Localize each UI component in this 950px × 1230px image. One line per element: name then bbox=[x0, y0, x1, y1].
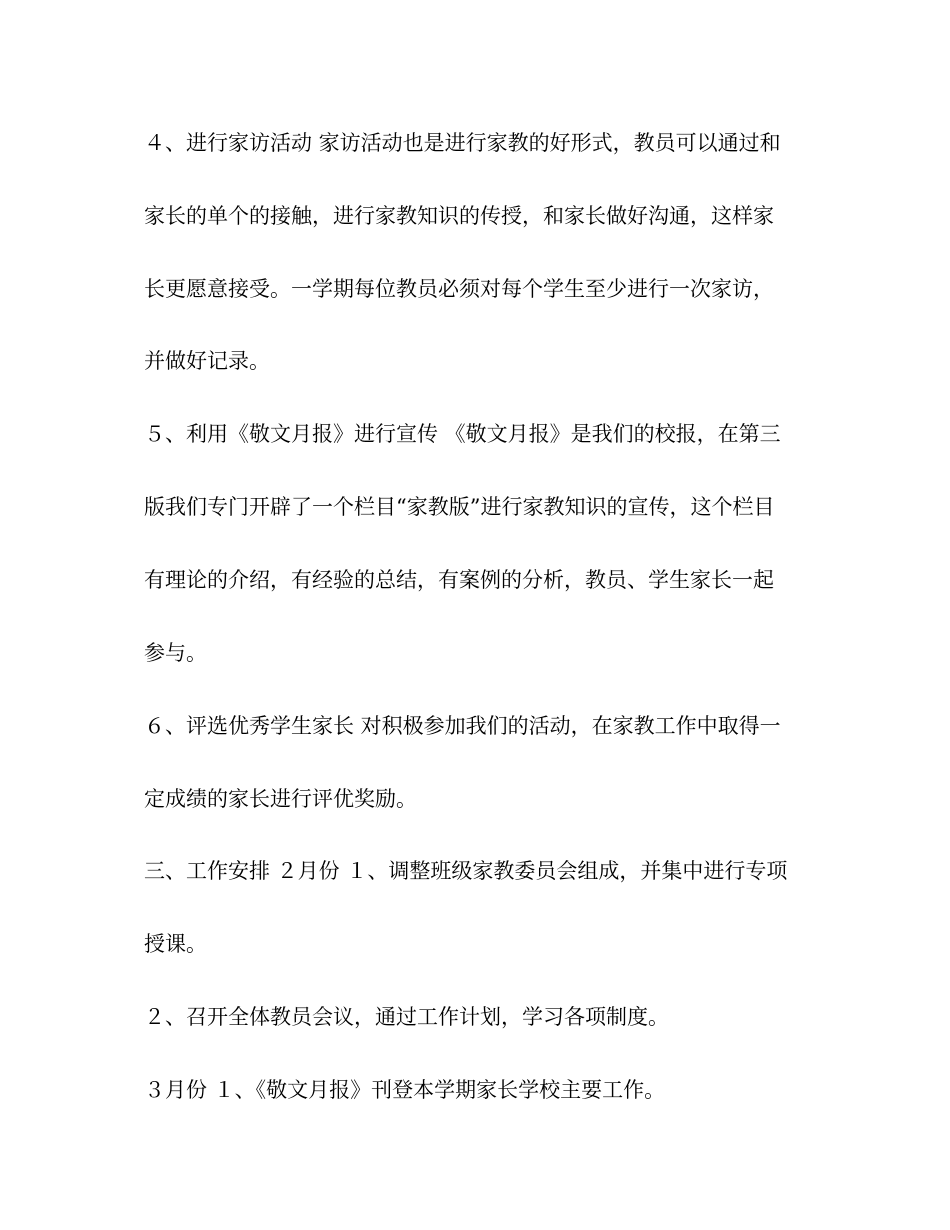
paragraph-line: 版我们专门开辟了一个栏目“家教版”进行家教知识的宣传，这个栏目 bbox=[144, 495, 775, 519]
paragraph-line: 参与。 bbox=[144, 641, 207, 665]
paragraph-line: 授课。 bbox=[144, 932, 207, 956]
paragraph-line: 定成绩的家长进行评优奖励。 bbox=[144, 787, 417, 811]
paragraph-line: 家长的单个的接触，进行家教知识的传授，和家长做好沟通，这样家 bbox=[144, 204, 774, 228]
paragraph-line: ６、评选优秀学生家长 对积极参加我们的活动，在家教工作中取得一 bbox=[144, 714, 781, 738]
paragraph-line: 有理论的介绍，有经验的总结，有案例的分析，教员、学生家长一起 bbox=[144, 568, 774, 592]
paragraph-line: 三、工作安排 ２月份 １、调整班级家教委员会组成，并集中进行专项 bbox=[144, 859, 788, 883]
paragraph-line: ５、利用《敬文月报》进行宣传 《敬文月报》是我们的校报，在第三 bbox=[144, 422, 781, 446]
paragraph-line: 长更愿意接受。一学期每位教员必须对每个学生至少进行一次家访， bbox=[144, 277, 774, 301]
paragraph-line: ４、进行家访活动 家访活动也是进行家教的好形式，教员可以通过和 bbox=[144, 131, 781, 155]
paragraph-line: ３月份 １、《敬文月报》刊登本学期家长学校主要工作。 bbox=[144, 1078, 666, 1102]
paragraph-line: ２、召开全体教员会议，通过工作计划，学习各项制度。 bbox=[144, 1005, 669, 1029]
paragraph-line: 并做好记录。 bbox=[144, 349, 270, 373]
